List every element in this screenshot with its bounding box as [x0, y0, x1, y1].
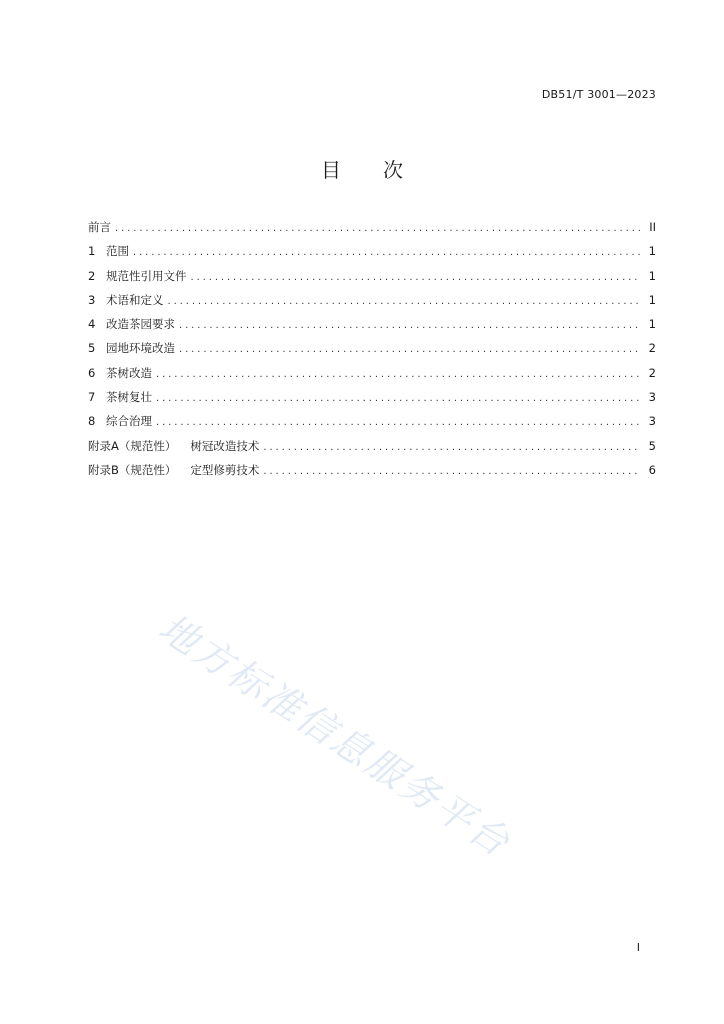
toc-appendix-label: 附录A（规范性） — [88, 438, 177, 453]
toc-entry-title: 茶树改造 — [106, 365, 152, 380]
toc-entry-page: 1 — [648, 268, 656, 283]
toc-entry-number: 3 — [88, 292, 96, 307]
toc-appendix-label: 附录B（规范性） — [88, 462, 177, 477]
toc-entry-page: 3 — [648, 390, 656, 405]
toc-leader-dots — [179, 344, 640, 355]
toc-entry-foreword[interactable] — [88, 219, 656, 243]
toc-entry-title: 综合治理 — [106, 414, 152, 429]
toc-leader-dots — [179, 320, 640, 331]
toc-entry-title: 茶树复壮 — [106, 390, 152, 405]
title-char-right: 次 — [383, 158, 403, 182]
watermark: 地方标准信息服务平台 — [151, 605, 519, 866]
toc-entry-4[interactable] — [88, 316, 656, 340]
page-number: I — [636, 941, 640, 954]
toc-entry-page: 5 — [648, 438, 656, 453]
toc-entry-page: 2 — [648, 365, 656, 380]
title-char-left: 目 — [321, 158, 341, 182]
toc-entry-page: II — [649, 220, 656, 234]
toc-entry-page: 3 — [648, 414, 656, 429]
toc-entry-title: 园地环境改造 — [106, 341, 175, 356]
toc-entry-number: 1 — [88, 244, 96, 259]
toc-entry-3[interactable] — [88, 292, 656, 316]
toc-entry-title: 定型修剪技术 — [190, 462, 260, 477]
toc-entry-page: 6 — [648, 462, 656, 477]
toc-entry-appendix-b[interactable] — [88, 462, 656, 486]
page-title — [0, 154, 724, 183]
toc-entry-number: 2 — [88, 268, 96, 283]
toc-entry-number: 6 — [88, 365, 96, 380]
toc-leader-dots — [115, 223, 640, 234]
toc-entry-appendix-a[interactable] — [88, 438, 656, 462]
toc-entry-number: 8 — [88, 414, 96, 429]
toc-entry-number: 4 — [88, 317, 96, 332]
toc-entry-number: 5 — [88, 341, 96, 356]
toc-leader-dots — [133, 247, 640, 258]
toc-entry-page: 1 — [648, 244, 656, 259]
toc-entry-8[interactable] — [88, 413, 656, 437]
toc-leader-dots — [263, 442, 640, 453]
toc-entry-title: 术语和定义 — [106, 292, 164, 307]
toc-entry-page: 2 — [648, 341, 656, 356]
toc-leader-dots — [156, 369, 640, 380]
toc-entry-title: 规范性引用文件 — [106, 268, 187, 283]
toc-leader-dots — [263, 466, 640, 477]
toc-entry-title: 前言 — [88, 220, 111, 234]
toc-entry-2[interactable] — [88, 268, 656, 292]
toc-entry-number: 7 — [88, 390, 96, 405]
table-of-contents — [88, 219, 656, 486]
toc-entry-title: 树冠改造技术 — [190, 438, 260, 453]
toc-leader-dots — [156, 393, 640, 404]
toc-leader-dots — [156, 417, 640, 428]
toc-entry-page: 1 — [648, 317, 656, 332]
toc-entry-6[interactable] — [88, 365, 656, 389]
toc-entry-5[interactable] — [88, 340, 656, 364]
toc-entry-page: 1 — [648, 292, 656, 307]
toc-entry-1[interactable] — [88, 243, 656, 267]
document-code: DB51/T 3001—2023 — [541, 88, 656, 101]
toc-entry-title: 改造茶园要求 — [106, 317, 175, 332]
toc-entry-7[interactable] — [88, 389, 656, 413]
toc-leader-dots — [168, 296, 641, 307]
toc-entry-title: 范围 — [106, 244, 129, 259]
toc-leader-dots — [191, 272, 641, 283]
